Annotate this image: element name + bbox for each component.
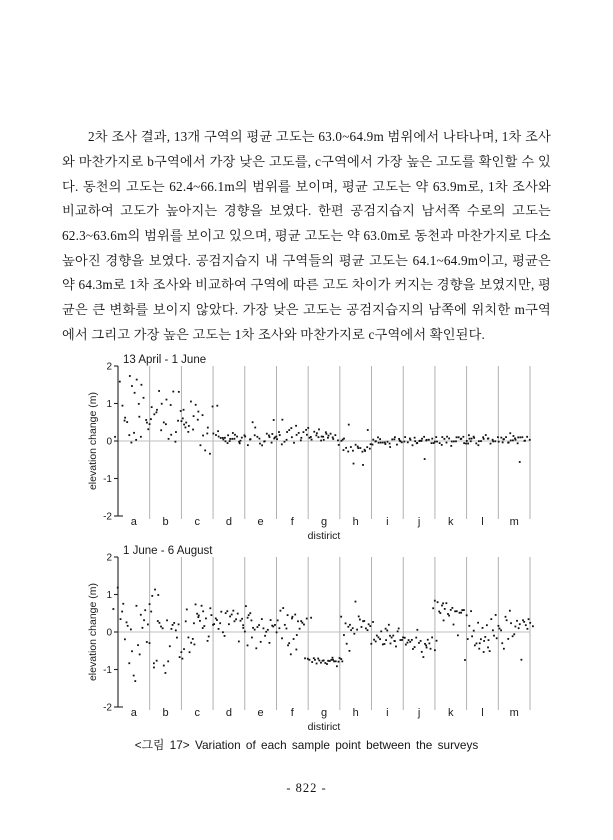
svg-text:j: j bbox=[417, 707, 421, 719]
svg-text:h: h bbox=[352, 516, 359, 528]
svg-text:-1: -1 bbox=[103, 665, 112, 676]
svg-text:1: 1 bbox=[106, 590, 112, 601]
svg-text:2: 2 bbox=[106, 361, 112, 373]
svg-text:e: e bbox=[257, 516, 264, 528]
svg-text:elevation change (m): elevation change (m) bbox=[87, 391, 99, 491]
svg-text:0: 0 bbox=[106, 436, 112, 448]
svg-text:i: i bbox=[386, 516, 389, 528]
svg-text:-2: -2 bbox=[103, 511, 112, 523]
svg-text:0: 0 bbox=[106, 627, 112, 639]
svg-text:g: g bbox=[320, 707, 328, 719]
svg-text:a: a bbox=[130, 707, 137, 719]
svg-text:g: g bbox=[320, 516, 328, 528]
scatter-chart-april-june bbox=[84, 352, 544, 544]
svg-text:distirict: distirict bbox=[307, 721, 341, 733]
svg-text:b: b bbox=[162, 516, 169, 528]
svg-text:e: e bbox=[257, 707, 264, 719]
body-paragraph: 2차 조사 결과, 13개 구역의 평균 고도는 63.0~64.9m 범위에서 나타나며, 1차 조사와 마찬가지로 b구역에서 가장 낮은 고도를, c구역에서 가장 높은 고도를 확인할 수 있다. 동천의 고도는 62.4~66.1m의 범위를 보이며, 평균 고도는 약 63.9m로, 1차 조사와 비교하여 고도가 높아지는 경향을 보였다. 한편 공검지습지 남서쪽 수로의 고도는 62.3~63.6m의 범위를 보이고 있으며, 평균 고도는 약 63.0m로 동천과 마찬가지로 다소 높아진 경향을 보였다. 공검지습지 내 구역들의 평균 고도는 64.1~64.9m이고, 평균은 약 64.3m로 1차 조사와 비교하여 구역에 따른 고도 차이가 커지는 경향을 보였지만, 평균은 큰 변화를 보이지 않았다. 가장 낮은 고도는 공검지습지의 남쪽에 위치한 m구역에서 그리고 가장 높은 고도는 1차 조사와 마찬가지로 c구역에서 확인된다. bbox=[62, 129, 551, 342]
figure-caption: <그림 17> Variation of each sample point between the surveys bbox=[134, 738, 479, 752]
svg-text:c: c bbox=[194, 707, 200, 719]
svg-text:h: h bbox=[352, 707, 359, 719]
svg-text:b: b bbox=[162, 707, 169, 719]
svg-text:c: c bbox=[194, 516, 200, 528]
svg-text:i: i bbox=[386, 707, 389, 719]
svg-text:k: k bbox=[448, 707, 454, 719]
svg-text:13 April - 1 June: 13 April - 1 June bbox=[123, 354, 207, 366]
page-number: - 822 - bbox=[286, 781, 327, 795]
svg-text:distirict: distirict bbox=[307, 530, 341, 542]
svg-text:j: j bbox=[417, 516, 421, 528]
svg-text:k: k bbox=[448, 516, 454, 528]
svg-text:-2: -2 bbox=[103, 702, 112, 714]
svg-text:m: m bbox=[509, 707, 519, 719]
scatter-chart-june-august bbox=[84, 543, 544, 735]
svg-text:l: l bbox=[481, 707, 484, 719]
svg-text:m: m bbox=[509, 516, 519, 528]
svg-text:-1: -1 bbox=[103, 474, 112, 485]
svg-text:a: a bbox=[130, 516, 137, 528]
svg-text:d: d bbox=[225, 707, 232, 719]
svg-text:d: d bbox=[225, 516, 232, 528]
svg-text:2: 2 bbox=[106, 552, 112, 564]
svg-text:1: 1 bbox=[106, 399, 112, 410]
svg-text:1 June - 6 August: 1 June - 6 August bbox=[123, 545, 213, 557]
svg-text:f: f bbox=[290, 516, 294, 528]
svg-text:f: f bbox=[290, 707, 294, 719]
svg-text:l: l bbox=[481, 516, 484, 528]
svg-text:elevation change (m): elevation change (m) bbox=[87, 582, 99, 682]
